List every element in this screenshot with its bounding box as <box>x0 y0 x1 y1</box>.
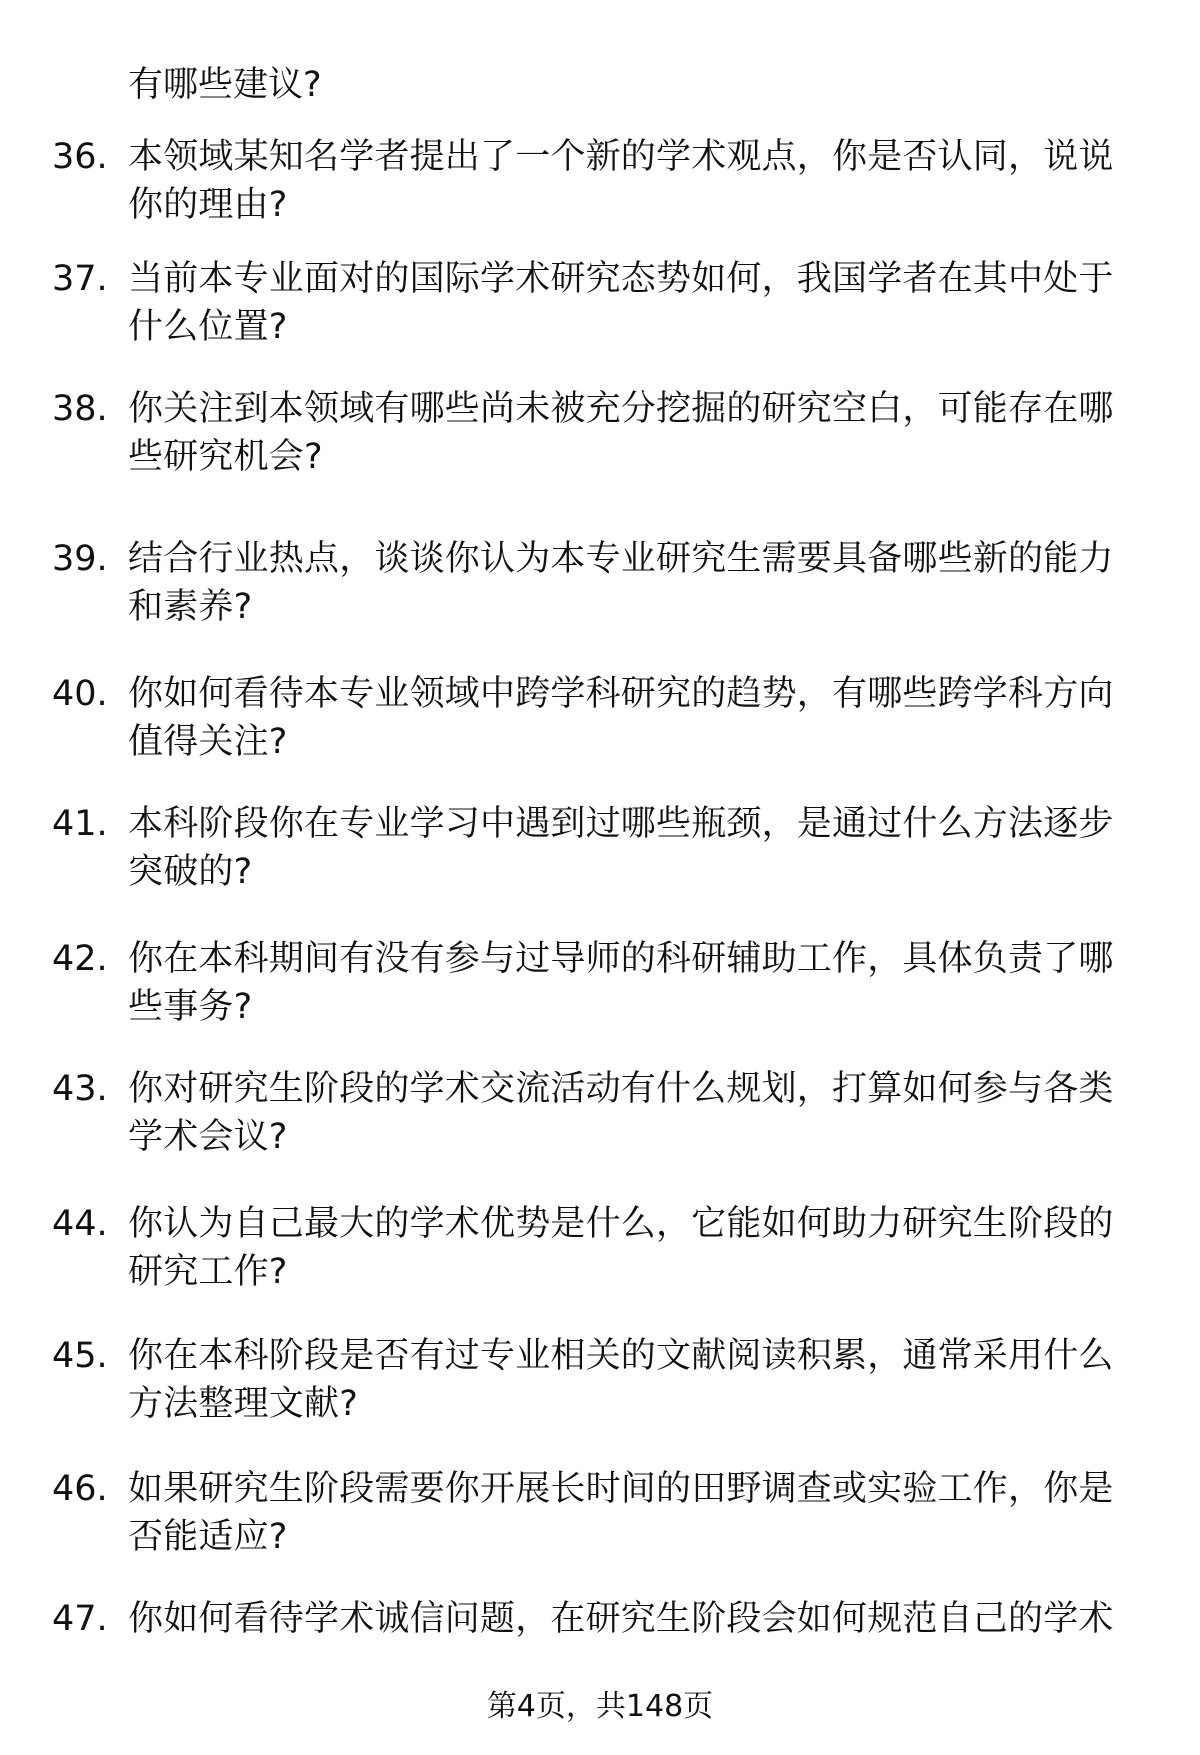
question-text: 你对研究生阶段的学术交流活动有什么规划，打算如何参与各类学术会议? <box>128 1069 1114 1157</box>
question-number: 47. <box>52 1599 108 1639</box>
question-number: 38. <box>52 389 108 429</box>
question-text: 你如何看待学术诚信问题，在研究生阶段会如何规范自己的学术 <box>128 1599 1114 1639</box>
question-text: 你在本科阶段是否有过专业相关的文献阅读积累，通常采用什么方法整理文献? <box>128 1336 1114 1424</box>
question-text: 你关注到本领域有哪些尚未被充分挖掘的研究空白，可能存在哪些研究机会? <box>128 389 1114 477</box>
question-number: 45. <box>52 1336 108 1376</box>
question-text: 结合行业热点，谈谈你认为本专业研究生需要具备哪些新的能力和素养? <box>128 539 1114 627</box>
question-text: 本领域某知名学者提出了一个新的学术观点，你是否认同，说说你的理由? <box>128 137 1114 225</box>
question-number: 39. <box>52 539 108 579</box>
question-number: 37. <box>52 259 108 299</box>
question-text: 本科阶段你在专业学习中遇到过哪些瓶颈，是通过什么方法逐步突破的? <box>128 804 1114 892</box>
question-continuation: 有哪些建议? <box>128 65 322 105</box>
page-footer: 第4页，共148页 <box>486 1689 714 1724</box>
question-number: 36. <box>52 137 108 177</box>
question-text: 你如何看待本专业领域中跨学科研究的趋势，有哪些跨学科方向值得关注? <box>128 674 1114 762</box>
question-text: 如果研究生阶段需要你开展长时间的田野调查或实验工作，你是否能适应? <box>128 1469 1114 1557</box>
question-number: 44. <box>52 1204 108 1244</box>
question-text: 你认为自己最大的学术优势是什么，它能如何助力研究生阶段的研究工作? <box>128 1204 1114 1292</box>
question-number: 41. <box>52 804 108 844</box>
question-number: 46. <box>52 1469 108 1509</box>
question-text: 你在本科期间有没有参与过导师的科研辅助工作，具体负责了哪些事务? <box>128 939 1114 1027</box>
question-number: 40. <box>52 674 108 714</box>
question-number: 43. <box>52 1069 108 1109</box>
question-number: 42. <box>52 939 108 979</box>
question-text: 当前本专业面对的国际学术研究态势如何，我国学者在其中处于什么位置? <box>128 259 1114 347</box>
